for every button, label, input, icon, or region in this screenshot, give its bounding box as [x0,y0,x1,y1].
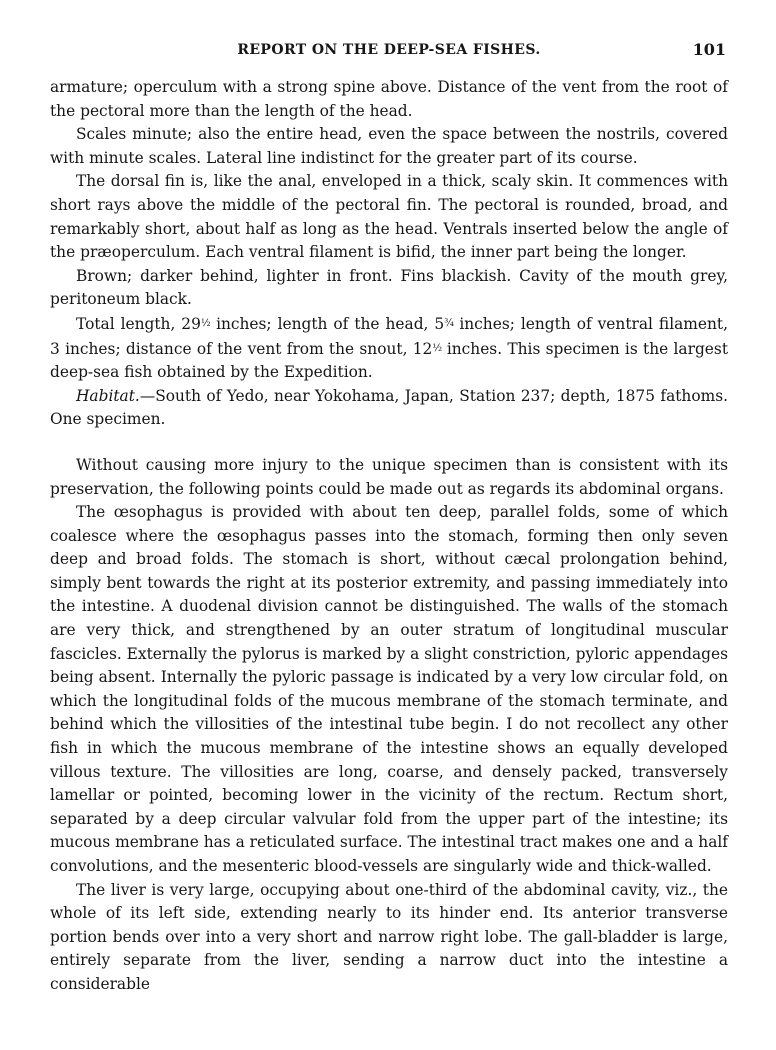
paragraph-armature: armature; operculum with a strong spine above. Distance of the vent from the root of the pectoral more than the length of the head. [50,78,728,120]
fraction-three-quarters: ¾ [444,317,454,329]
fraction-half: ½ [432,342,442,354]
document-page [50,38,728,997]
measurements-text-d: inches. This specimen is the largest deep-sea fish obtained by the Expedition. [50,339,729,382]
section-gap [50,432,728,454]
paragraph-fins: The dorsal fin is, like the anal, enveloped in a thick, scaly skin. It commences with short rays above the middle of the pectoral fin. The pectoral is rounded, broad, and remarkably short, about half as long as the head. Ventrals inserted below the angle of the præoperculum. Each ventral filament is bifid, the inner part being the longer. [50,172,728,262]
paragraph-coloration: Brown; darker behind, lighter in front. Fins blackish. Cavity of the mouth grey, peritoneum black. [50,266,728,309]
measurements-text-a: Total length, 29 [76,314,201,333]
fraction-half: ½ [200,317,211,329]
paragraph-abdominal-intro: Without causing more injury to the unique specimen than is consistent with its preservation, the following points could be made out as regards its abdominal organs. [50,455,728,498]
paragraph-scales: Scales minute; also the entire head, even the space between the nostrils, covered with minute scales. Lateral line indistinct for the greater part of its course. [50,125,728,167]
measurements-text-c: inches; length of ventral filament, 3 inches; distance of the vent from the snout, 12 [50,314,728,358]
page-number: 101 [692,40,726,59]
running-title: REPORT ON THE DEEP-SEA FISHES. [237,42,541,58]
running-header [50,38,728,64]
paragraph-habitat [50,385,728,432]
paragraph-digestive-tract: The œsophagus is provided with about ten deep, parallel folds, some of which coalesce where the œsophagus passes into the stomach, forming then only seven deep and broad folds. The stomach is short, without cæcal prolongation behind, simply bent towards the right at its posterior extremity, and passing immediately into the intestine. A duodenal division cannot be distinguished. The walls of the stomach are very thick, and strengthened by an outer stratum of longitudinal muscular fascicles. Externally the pylorus is marked by a slight constriction, pyloric appendages being absent. Internally the pyloric passage is indicated by a very low circular fold, on which the longitudinal folds of the mucous membrane of the stomach terminate, and behind which the villosities of the intestinal tube begin. I do not recollect any other fish in which the mucous membrane of the intestine shows an equally developed villous texture. The villosities are long, coarse, and densely packed, transversely lamellar or pointed, becoming lower in the vicinity of the rectum. Rectum short, separated by a deep circular valvular fold from the upper part of the intestine; its mucous membrane has a reticulated surface. The intestinal tract makes one and a half convolutions, and the mesenteric blood-vessels are singularly wide and thick-walled. [50,503,728,875]
habitat-label: Habitat. [76,386,140,405]
paragraph-liver: The liver is very large, occupying about one-third of the abdominal cavity, viz., the whole of its left side, extending nearly to its hinder end. Its anterior transverse portion bends over into a very short and narrow right lobe. The gall-bladder is large, entirely separate from the liver, sending a narrow duct into the intestine a considerable [50,880,728,993]
measurements-text-b: inches; length of the head, 5 [210,314,445,333]
habitat-text: —South of Yedo, near Yokohama, Japan, Station 237; depth, 1875 fathoms. One specimen. [50,386,728,429]
paragraph-measurements [50,312,728,385]
